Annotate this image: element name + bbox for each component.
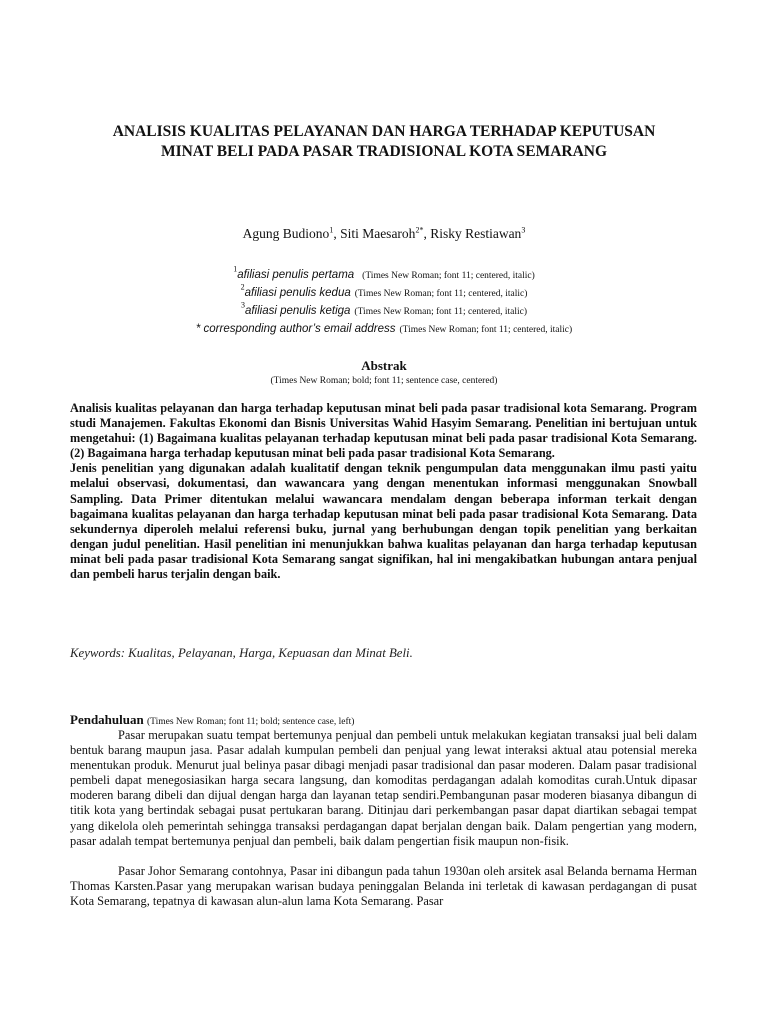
author-separator: ,: [333, 226, 341, 241]
abstract-paragraph: Jenis penelitian yang digunakan adalah kualitatif dengan teknik pengumpulan data menggunakan ilmu pasti yaitu melalui observasi, dokumentasi, dan wawancara yang dengan menentukan informasi menggunakan Snowball Sampling. Data Primer ditentukan melalui wawancara mendalam dengan beberapa informan terkait dengan bagaimana kualitas pelayanan dan harga terhadap keputusan minat beli pada pasar tradisional Kota Semarang. Data sekundernya diperoleh melalui referensi buku, jurnal yang berhubungan dengan topik penelitian yang berkaitan dengan judul penelitian. Hasil penelitian ini menunjukkan bahwa kualitas pelayanan dan harga terhadap keputusan minat beli pada pasar tradisional Kota Semarang sangat signifikan, hal ini mengakibatkan hubungan antara penjual dan pembeli harus terjalin dengan baik.: [70, 461, 697, 582]
affiliation-line: [0, 320, 768, 338]
affiliation-line: [0, 302, 768, 320]
body-paragraph: Pasar Johor Semarang contohnya, Pasar ini dibangun pada tahun 1930an oleh arsitek asal Belanda bernama Herman Thomas Karsten.Pasar yang merupakan warisan budaya peninggalan Belanda ini terletak di kawasan perdagangan di pusat Kota Semarang, tepatnya di kawasan alun-alun lama Kota Semarang. Pasar: [70, 863, 697, 908]
affiliation-text: afiliasi penulis ketiga: [244, 305, 351, 317]
section-title: Pendahuluan: [70, 712, 144, 727]
abstract-body: [70, 401, 697, 582]
abstract-paragraph: Analisis kualitas pelayanan dan harga terhadap keputusan minat beli pada pasar tradisional kota Semarang. Program studi Manajemen. Fakultas Ekonomi dan Bisnis Universitas Wahid Hasyim Semarang. Penelitian ini bertujuan untuk mengetahui: (1) Bagaimana kualitas pelayanan terhadap keputusan minat beli pada pasar tradisional Kota Semarang. (2) Bagaimana harga terhadap keputusan minat beli pada pasar tradisional Kota Semarang.: [70, 401, 697, 461]
format-note: (Times New Roman; font 11; bold; sentence case, left): [146, 717, 355, 727]
section-body: [70, 728, 697, 909]
body-paragraph: Pasar merupakan suatu tempat bertemunya penjual dan pembeli untuk melakukan kegiatan transaksi jual beli dalam bentuk barang maupun jasa. Pasar adalah kumpulan pembeli dan penjual yang lewat interaksi aktual atau potensial mereka menentukan produk. Menurut jual belinya pasar dibagi menjadi pasar tradisional dan pasar moderen. Dalam pasar tradisional pembeli dapat menegosiasikan harga secara langsung, dan komoditas perdagangan adalah komoditas curah.Untuk dipasar moderen barang dibeli dan dijual dengan harga dan layanan tetap sendiri.Pembangunan pasar moderen biasanya dibangun di titik kota yang bertindak sebagai pusat pertukaran barang. Ditinjau dari perkembangan pasar dapat diartikan sebagai tempat yang dikelola oleh pemerintah sehingga transaksi perdagangan dapat berjalan dengan baik. Dalam pengertian yang modern, pasar adalah tempat bertemunya penjual dan pembeli, baik dalam pengertian fisik maupun non-fisik.: [70, 728, 697, 848]
format-note: (Times New Roman; font 11; centered, italic): [362, 271, 535, 281]
affiliations: [0, 266, 768, 338]
paper-title: ANALISIS KUALITAS PELAYANAN DAN HARGA TERHADAP KEPUTUSAN MINAT BELI PADA PASAR TRADISIONAL KOTA SEMARANG: [112, 123, 656, 160]
affiliation-text: afiliasi penulis kedua: [244, 287, 351, 299]
affiliation-line: [0, 266, 768, 284]
format-note: (Times New Roman; bold; font 11; sentence case, centered): [270, 376, 498, 386]
author-line: [0, 226, 768, 242]
format-note: (Times New Roman; font 11; centered, italic): [354, 307, 528, 317]
format-note: (Times New Roman; font 11; centered, italic): [399, 325, 573, 335]
affiliation-line: [0, 284, 768, 302]
abstract-heading: Abstrak: [361, 358, 407, 373]
affiliation-mark: 1: [233, 264, 238, 274]
format-note: (Times New Roman; font 11; centered, italic): [354, 289, 528, 299]
author-mark: 3: [521, 225, 526, 235]
section-heading: [70, 712, 697, 728]
author-separator: ,: [423, 226, 431, 241]
author-mark: 1: [329, 225, 334, 235]
keywords: Keywords: Kualitas, Pelayanan, Harga, Kepuasan dan Minat Beli.: [70, 646, 413, 660]
author-name: Agung Budiono: [242, 226, 330, 241]
affiliation-text: afiliasi penulis pertama: [237, 269, 355, 281]
email-text: * corresponding author’s email address: [195, 323, 396, 335]
affiliation-mark: 2: [240, 282, 245, 292]
author-mark: 2*: [415, 225, 424, 235]
author-name: Siti Maesaroh: [340, 226, 416, 241]
affiliation-mark: 3: [240, 300, 245, 310]
author-name: Risky Restiawan: [430, 226, 522, 241]
